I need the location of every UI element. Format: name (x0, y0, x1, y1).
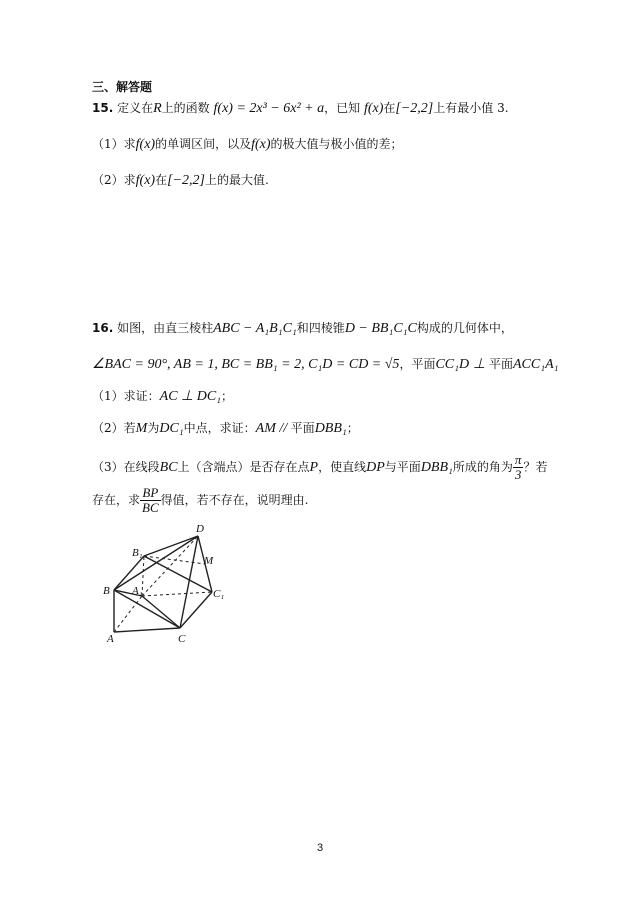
q16-stem (92, 319, 513, 338)
q16-prism: ABC − A₁B₁C₁ (213, 321, 297, 336)
q15-function-expression: f(x) = 2x³ − 6x² + a (213, 101, 325, 116)
q16-part3-angle-fraction (513, 453, 524, 482)
q16-part2-e: ； (346, 421, 359, 435)
q16-plane1: CC₁D (435, 357, 470, 372)
q16-part3-line1 (92, 453, 547, 482)
q15-part1 (92, 135, 403, 154)
q15-part2-c: 上的最大值. (204, 173, 269, 187)
q15-part1-a: （1）求 (92, 137, 136, 151)
label-c: C (178, 633, 186, 645)
edge-b1c1 (144, 556, 212, 592)
q16-part3-line2 (92, 486, 308, 515)
q16-part2-a: （2）若 (92, 421, 136, 435)
q16-ratio-numerator: BP (140, 486, 161, 501)
label-a1: A₁ (132, 585, 143, 597)
q16-part3-a: （3）在线段 (92, 460, 160, 474)
label-b: B (103, 585, 110, 597)
q16-text-c: 构成的几何体中， (416, 321, 513, 335)
edge-c1c (180, 592, 212, 628)
q16-ratio-denominator: BC (142, 500, 159, 515)
q16-part2-math: AM // (255, 421, 291, 436)
q16-part2-m: M (135, 421, 148, 436)
q15-text-c: ，已知 (324, 101, 361, 115)
q16-part3-d: 与平面 (384, 460, 421, 474)
label-m: M (204, 555, 214, 567)
q15-text-b: 上的函数 (161, 101, 210, 115)
label-a: A (107, 633, 114, 645)
q15-part2-interval: [−2,2] (167, 173, 205, 188)
q16-part3-g: 存在，求 (92, 493, 141, 507)
page-number: 3 (316, 842, 324, 854)
q15-part2-b: 在 (155, 173, 168, 187)
q15-text-e: 上有最小值 3. (433, 101, 509, 115)
q15-fx: f(x) (363, 101, 384, 116)
q16-part3-c: ，使直线 (318, 460, 367, 474)
edge-bc (114, 590, 180, 628)
q15-part2-fx: f(x) (135, 173, 156, 188)
q16-part3-p: P (309, 460, 319, 475)
q16-part2-c: 中点，求证： (183, 421, 256, 435)
q15-part2 (92, 171, 269, 190)
q16-conditions (92, 355, 559, 374)
q16-part1 (92, 387, 233, 406)
q16-part3-b: 上（含端点）是否存在点 (177, 460, 310, 474)
q15-part1-fx: f(x) (135, 137, 156, 152)
edge-dc (180, 536, 198, 628)
edge-a1c (142, 596, 180, 628)
edge-ac (114, 628, 180, 632)
q16-part2-b: 为 (147, 421, 160, 435)
edge-b1m-hidden (144, 556, 205, 564)
q16-part3-bc: BC (159, 460, 178, 475)
q16-part3-h: 得值，若不存在，说明理由. (160, 493, 309, 507)
edge-a1c1-hidden (142, 592, 212, 596)
q15-part1-fx2: f(x) (251, 137, 271, 152)
q16-ratio-fraction (140, 486, 161, 515)
q16-part1-b: ； (221, 389, 234, 403)
q16-angle-denominator: 3 (514, 467, 522, 482)
q15-part1-b: 的单调区间，以及 (155, 137, 252, 151)
label-d: D (196, 523, 204, 535)
q15-stem (92, 99, 509, 118)
q15-set-r: R (153, 101, 162, 116)
section-title: 三、解答题 (92, 80, 153, 94)
q16-perp: ⊥ (472, 357, 486, 372)
q15-interval: [−2,2] (395, 101, 434, 116)
q15-number: 15. (92, 101, 114, 115)
q16-text-a: 如图，由直三棱柱 (117, 321, 214, 335)
q16-part2-plane: DBB₁ (314, 421, 347, 436)
q15-text-a: 定义在 (117, 101, 154, 115)
q16-part1-math: AC ⊥ DC₁ (159, 389, 222, 404)
q16-part2 (92, 419, 359, 438)
label-c1: C₁ (213, 588, 225, 600)
q16-part3-plane: DBB₁ (420, 460, 453, 475)
q15-part1-c: 的极大值与极小值的差； (270, 137, 403, 151)
q16-angle-numerator: π (514, 452, 522, 467)
q16-part3-f: ？若 (523, 460, 548, 474)
label-b1: B₁ (132, 547, 143, 559)
q16-part3-e: 所成的角为 (452, 460, 513, 474)
q15-text-d: 在 (383, 101, 396, 115)
q16-number: 16. (92, 321, 114, 335)
q16-cond-c: 平面 (488, 357, 513, 371)
q16-text-b: 和四棱锥 (296, 321, 345, 335)
q16-condition-math: ∠BAC = 90°, AB = 1, BC = BB₁ = 2, C₁D = CD = √5 (92, 357, 400, 372)
geometry-figure (100, 520, 230, 645)
q16-part2-seg: DC₁ (159, 421, 184, 436)
q16-plane2: ACC₁A₁ (512, 357, 559, 372)
edge-aa1-hidden (114, 596, 142, 632)
q16-part1-a: （1）求证： (92, 389, 160, 403)
q16-part3-dp: DP (366, 460, 385, 475)
q15-part2-a: （2）求 (92, 173, 136, 187)
q16-cond-b: ，平面 (399, 357, 436, 371)
q16-pyramid: D − BB₁C₁C (344, 321, 417, 336)
q16-part2-d: 平面 (290, 421, 315, 435)
